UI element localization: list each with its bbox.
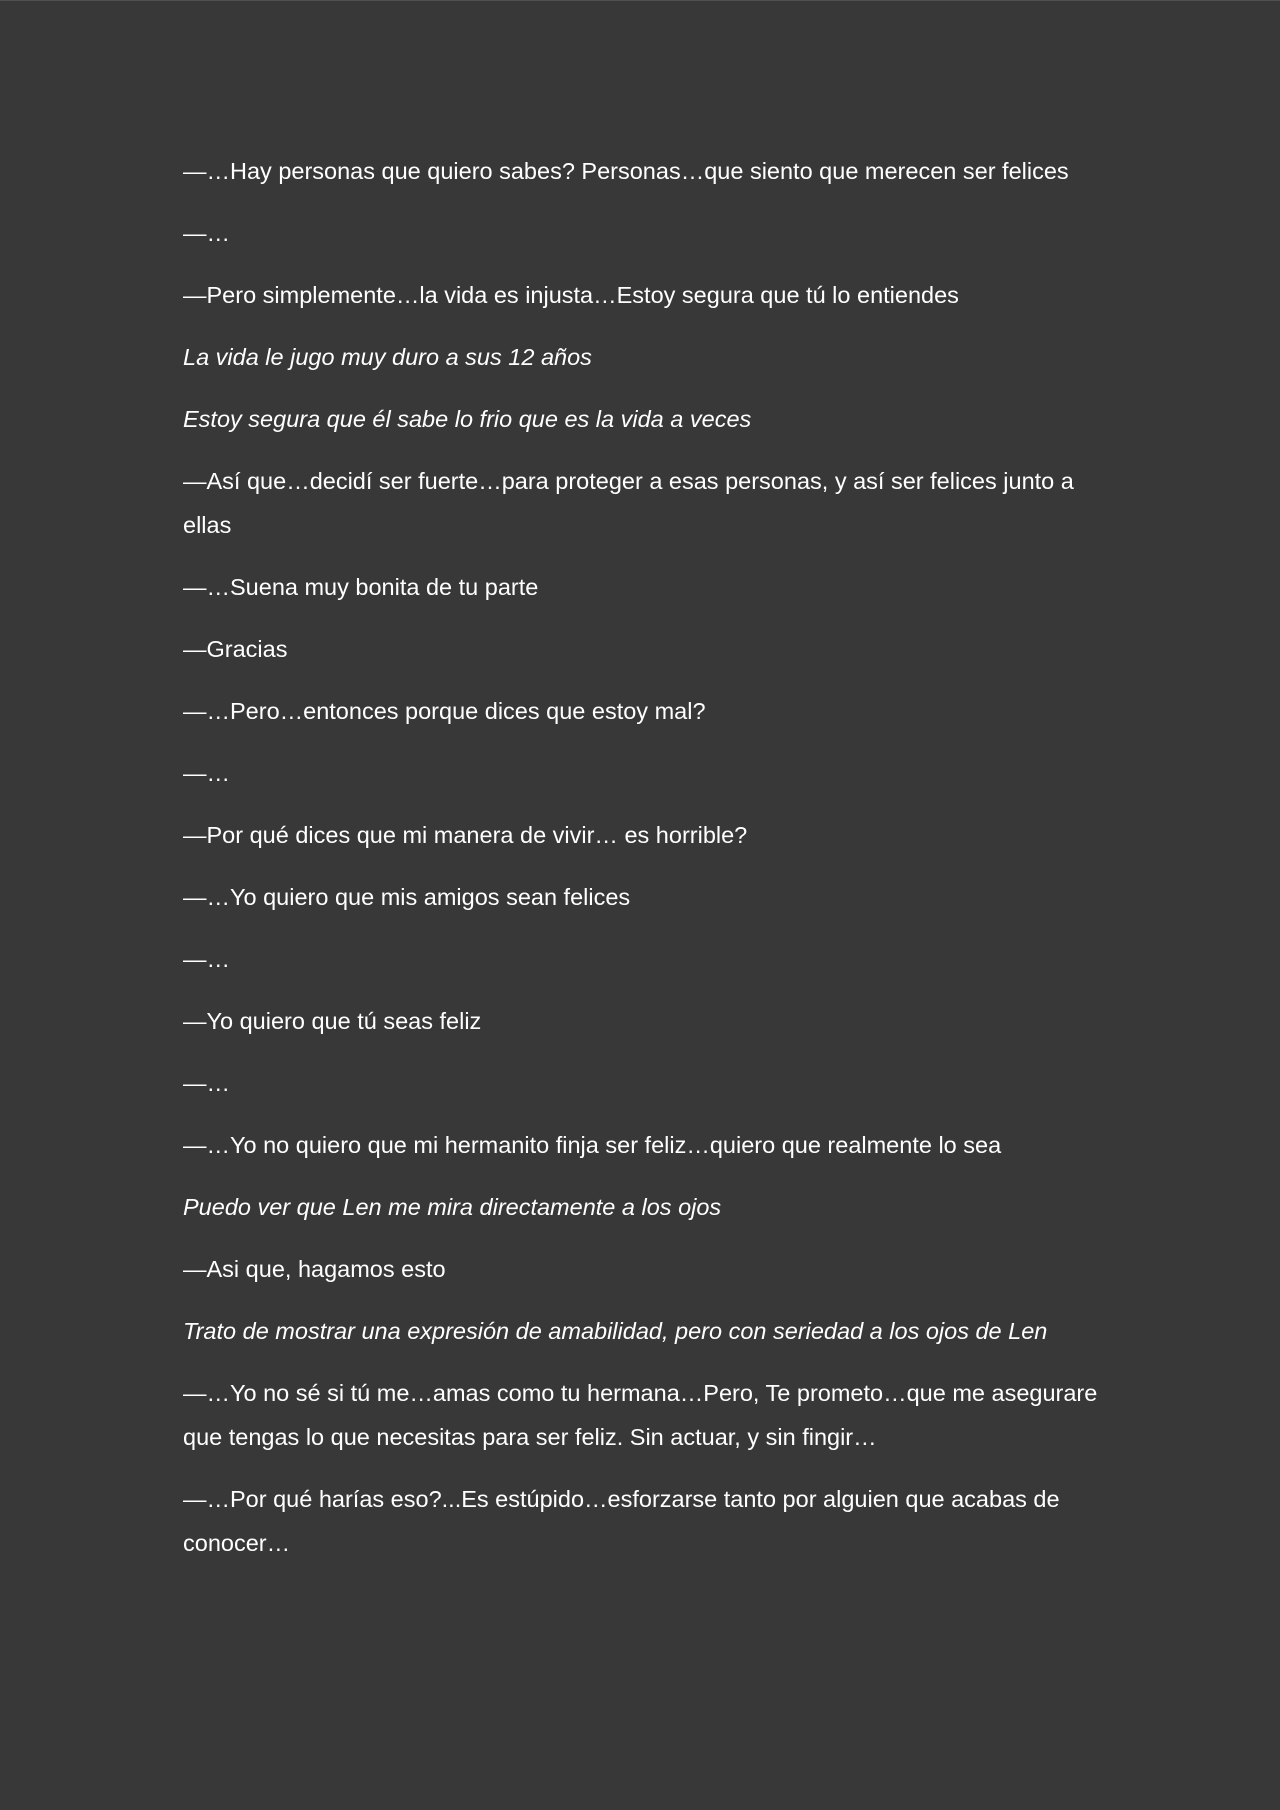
paragraph: —… <box>183 220 230 246</box>
paragraph: —Pero simplemente…la vida es injusta…Estoy segura que tú lo entiendes <box>183 282 959 308</box>
paragraph: —Gracias <box>183 636 288 662</box>
paragraph: —…Hay personas que quiero sabes? Personas…que siento que merecen ser felices <box>183 158 1069 184</box>
paragraph: —…Yo quiero que mis amigos sean felices <box>183 884 631 910</box>
paragraph: —Asi que, hagamos esto <box>183 1256 446 1282</box>
italic-narration: La vida le jugo muy duro a sus 12 años <box>183 344 592 370</box>
document-body <box>183 149 1103 1583</box>
paragraph: —…Yo no quiero que mi hermanito finja ser feliz…quiero que realmente lo sea <box>183 1132 1002 1158</box>
italic-narration: Estoy segura que él sabe lo frio que es la vida a veces <box>183 406 752 432</box>
paragraph: —Por qué dices que mi manera de vivir… es horrible? <box>183 822 748 848</box>
paragraph: —Así que…decidí ser fuerte…para proteger a esas personas, y así ser felices junto a ellas <box>183 468 1074 538</box>
paragraph: —… <box>183 760 230 786</box>
italic-narration: Trato de mostrar una expresión de amabilidad, pero con seriedad a los ojos de Len <box>183 1318 1048 1344</box>
paragraph: —…Por qué harías eso?...Es estúpido…esforzarse tanto por alguien que acabas de conocer… <box>183 1486 1060 1556</box>
paragraph: —…Yo no sé si tú me…amas como tu hermana…Pero, Te prometo…que me asegurare que tengas lo que necesitas para ser feliz. Sin actuar, y sin fingir… <box>183 1380 1098 1450</box>
paragraph: —Yo quiero que tú seas feliz <box>183 1008 482 1034</box>
paragraph: —…Suena muy bonita de tu parte <box>183 574 539 600</box>
italic-narration: Puedo ver que Len me mira directamente a los ojos <box>183 1194 722 1220</box>
paragraph: —…Pero…entonces porque dices que estoy mal? <box>183 698 706 724</box>
paragraph: —… <box>183 946 230 972</box>
paragraph: —… <box>183 1070 230 1096</box>
